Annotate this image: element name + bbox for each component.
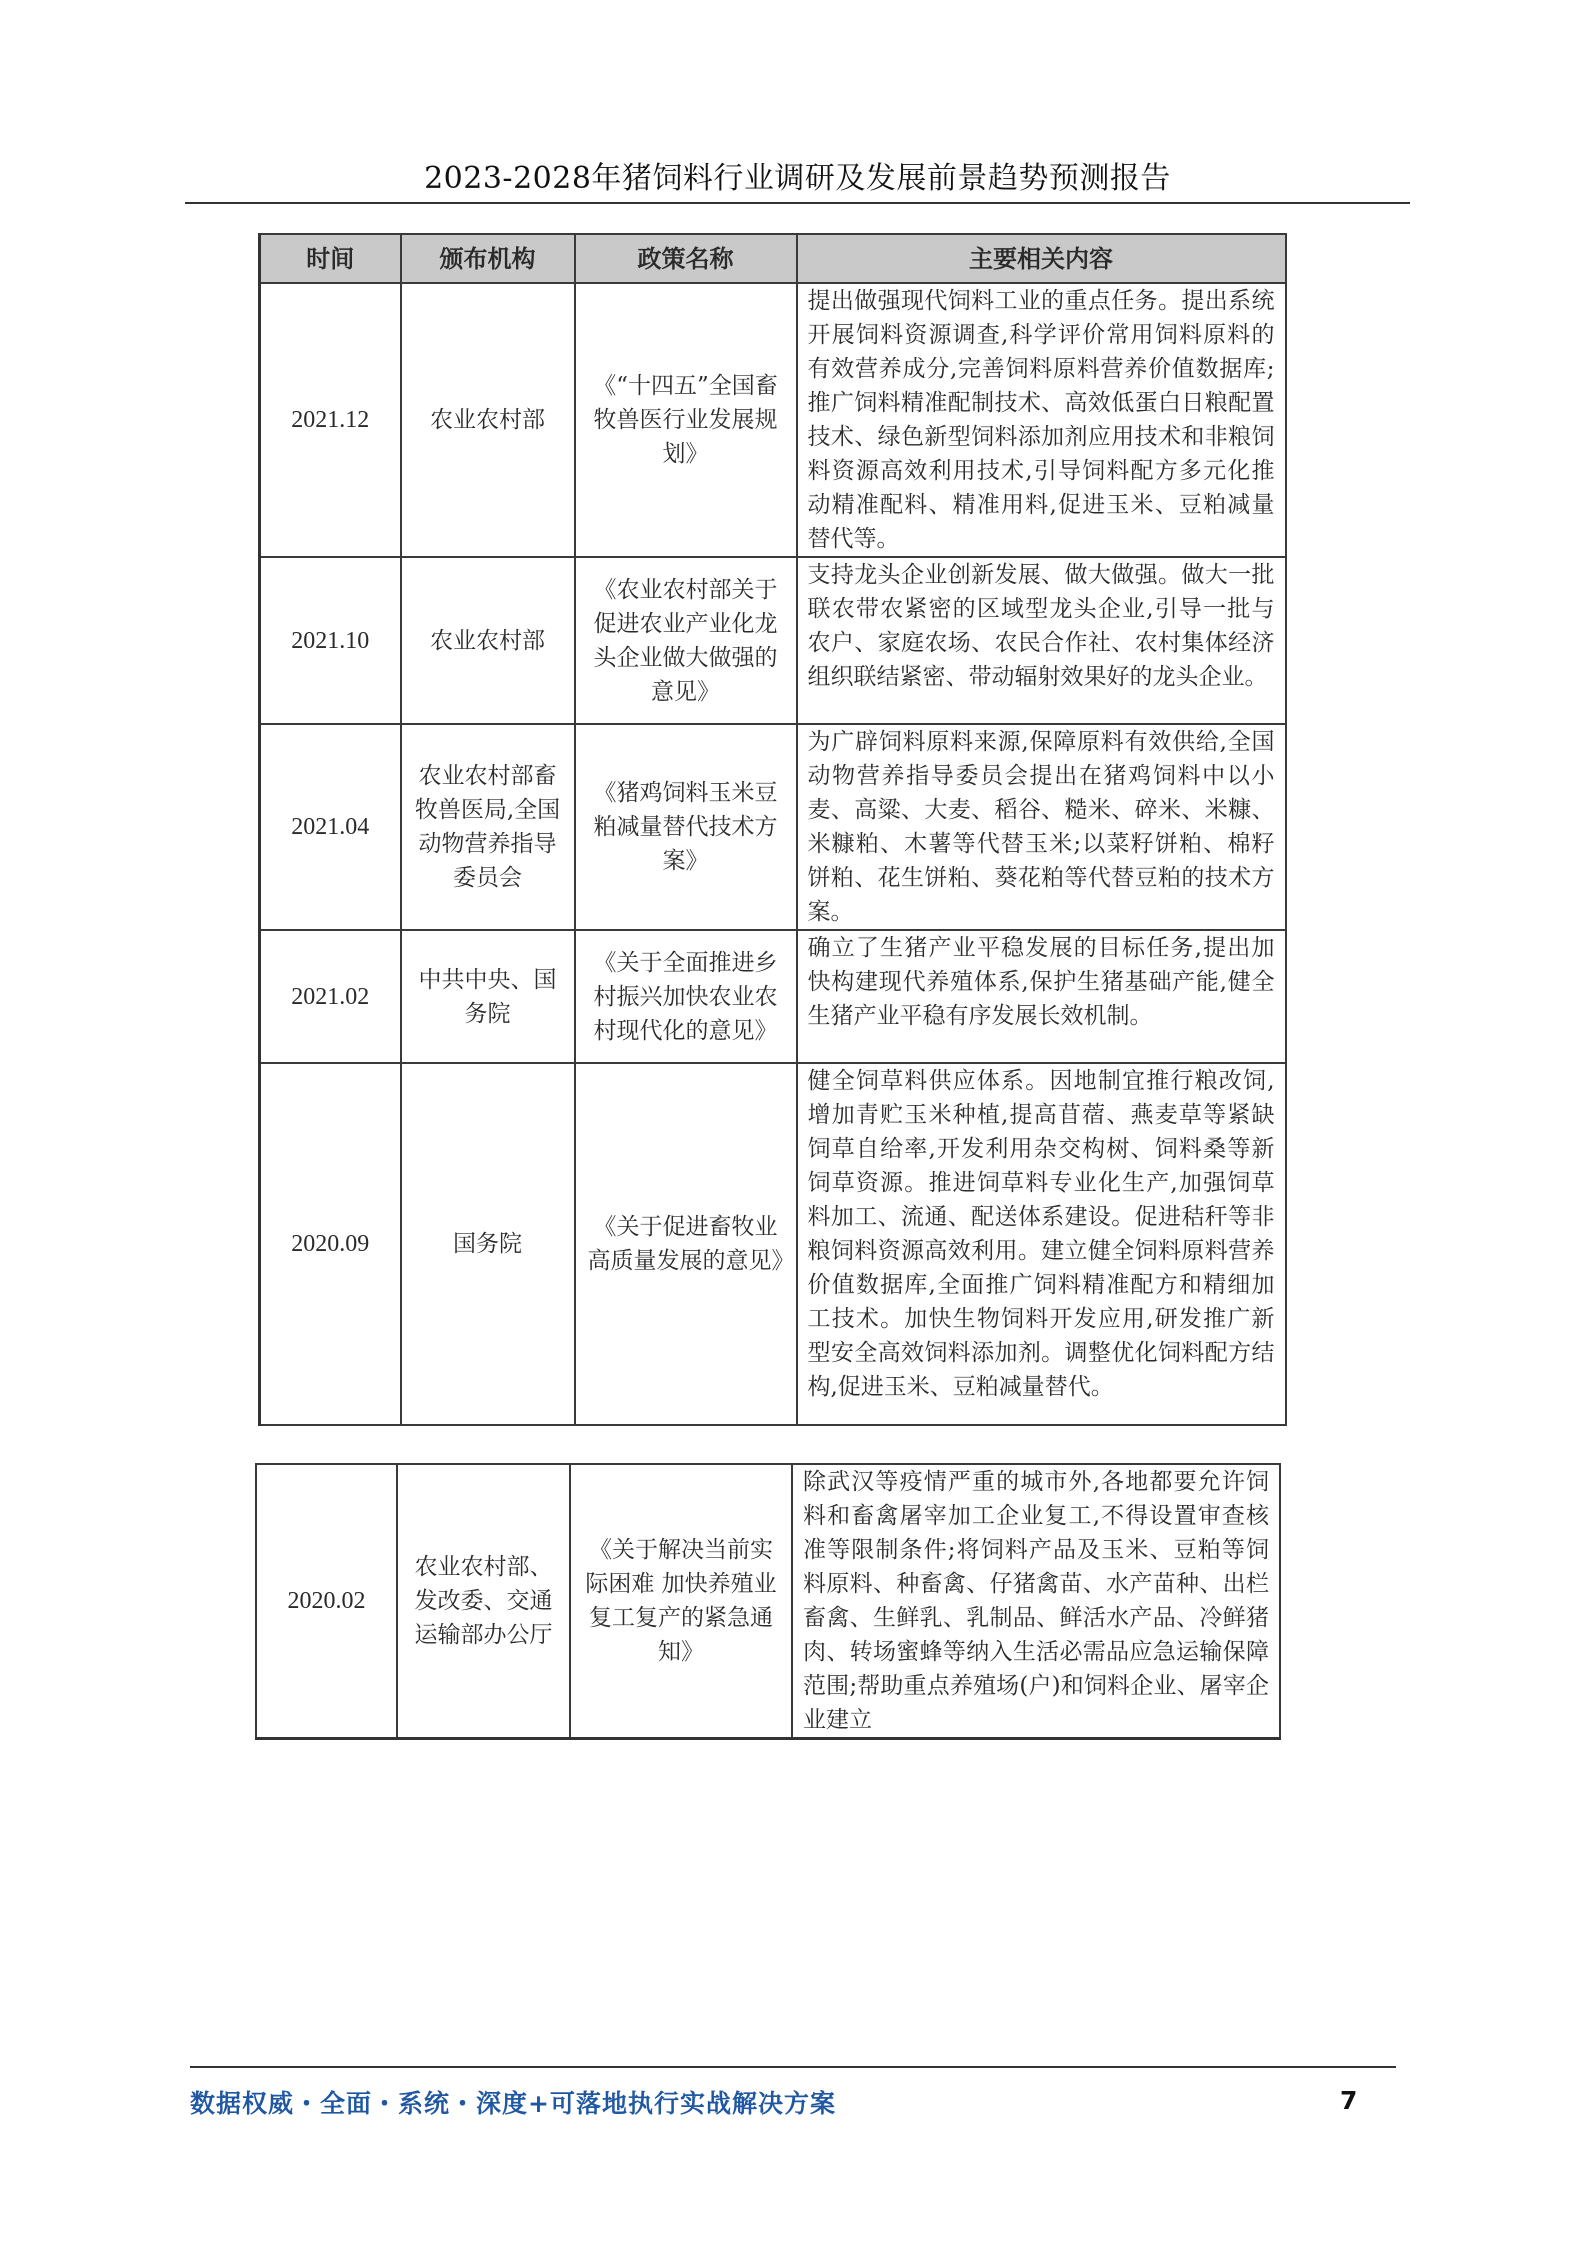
row-issuer: 中共中央、国务院 (401, 930, 575, 1063)
table-header-row (260, 234, 1286, 283)
table-row (260, 930, 1286, 1063)
table-row (260, 1063, 1286, 1425)
row-policy-name: 《关于解决当前实际困难 加快养殖业复工复产的紧急通知》 (570, 1464, 792, 1739)
row-policy-name: 《关于促进畜牧业高质量发展的意见》 (575, 1063, 797, 1425)
row-content: 健全饲草料供应体系。因地制宜推行粮改饲,增加青贮玉米种植,提高苜蓿、燕麦草等紧缺饲草自给率,开发利用杂交构树、饲料桑等新饲草资源。推进饲草料专业化生产,加强饲草料加工、流通、配送体系建设。促进秸秆等非粮饲料资源高效利用。建立健全饲料原料营养价值数据库,全面推广饲料精准配方和精细加工技术。加快生物饲料开发应用,研发推广新型安全高效饲料添加剂。调整优化饲料配方结构,促进玉米、豆粕减量替代。 (797, 1063, 1286, 1425)
row-content: 为广辟饲料原料来源,保障原料有效供给,全国动物营养指导委员会提出在猪鸡饲料中以小麦、高粱、大麦、稻谷、糙米、碎米、米糠、米糠粕、木薯等代替玉米;以菜籽饼粕、棉籽饼粕、花生饼粕、葵花粕等代替豆粕的技术方案。 (797, 724, 1286, 930)
page-header-title: 2023-2028年猪饲料行业调研及发展前景趋势预测报告 (424, 161, 1171, 196)
table-row (260, 557, 1286, 724)
table-row (256, 1464, 1280, 1739)
column-header-content: 主要相关内容 (797, 234, 1286, 283)
table-row (260, 724, 1286, 930)
column-header-policy-name: 政策名称 (575, 234, 797, 283)
row-content: 除武汉等疫情严重的城市外,各地都要允许饲料和畜禽屠宰加工企业复工,不得设置审查核准等限制条件;将饲料产品及玉米、豆粕等饲料原料、种畜禽、仔猪禽苗、水产苗种、出栏畜禽、生鲜乳、乳制品、鲜活水产品、冷鲜猪肉、转场蜜蜂等纳入生活必需品应急运输保障范围;帮助重点养殖场(户)和饲料企业、屠宰企业建立 (792, 1464, 1280, 1739)
policy-table-continued (255, 1463, 1281, 1740)
row-date: 2021.04 (260, 724, 401, 930)
table-row (260, 283, 1286, 557)
row-content: 提出做强现代饲料工业的重点任务。提出系统开展饲料资源调查,科学评价常用饲料原料的有效营养成分,完善饲料原料营养价值数据库;推广饲料精准配制技术、高效低蛋白日粮配置技术、绿色新型饲料添加剂应用技术和非粮饲料资源高效利用技术,引导饲料配方多元化推动精准配料、精准用料,促进玉米、豆粕减量替代等。 (797, 283, 1286, 557)
footer-divider (190, 2066, 1396, 2068)
policy-table (258, 233, 1287, 1426)
row-policy-name: 《农业农村部关于促进农业产业化龙头企业做大做强的意见》 (575, 557, 797, 724)
row-date: 2021.12 (260, 283, 401, 557)
footer-slogan: 数据权威・全面・系统・深度+可落地执行实战解决方案 (190, 2089, 836, 2118)
row-policy-name: 《关于全面推进乡村振兴加快农业农村现代化的意见》 (575, 930, 797, 1063)
row-content: 确立了生猪产业平稳发展的目标任务,提出加快构建现代养殖体系,保护生猪基础产能,健全生猪产业平稳有序发展长效机制。 (797, 930, 1286, 1063)
row-date: 2020.02 (256, 1464, 397, 1739)
row-content: 支持龙头企业创新发展、做大做强。做大一批联农带农紧密的区域型龙头企业,引导一批与农户、家庭农场、农民合作社、农村集体经济组织联结紧密、带动辐射效果好的龙头企业。 (797, 557, 1286, 724)
page-number: 7 (1340, 2086, 1358, 2115)
header-divider (185, 202, 1410, 204)
column-header-time: 时间 (260, 234, 401, 283)
column-header-issuer: 颁布机构 (401, 234, 575, 283)
row-issuer: 农业农村部 (401, 283, 575, 557)
row-issuer: 农业农村部、发改委、交通运输部办公厅 (397, 1464, 570, 1739)
row-date: 2021.02 (260, 930, 401, 1063)
row-issuer: 国务院 (401, 1063, 575, 1425)
row-date: 2020.09 (260, 1063, 401, 1425)
row-policy-name: 《猪鸡饲料玉米豆粕减量替代技术方案》 (575, 724, 797, 930)
row-date: 2021.10 (260, 557, 401, 724)
row-policy-name: 《“十四五”全国畜牧兽医行业发展规划》 (575, 283, 797, 557)
row-issuer: 农业农村部畜牧兽医局,全国动物营养指导委员会 (401, 724, 575, 930)
row-issuer: 农业农村部 (401, 557, 575, 724)
